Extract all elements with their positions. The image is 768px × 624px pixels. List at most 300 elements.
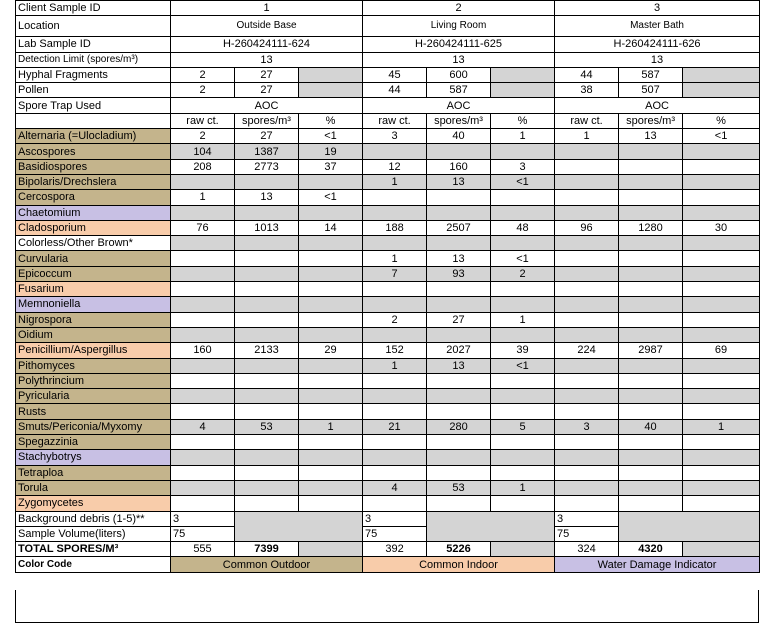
spore-value-cell — [683, 236, 760, 251]
spore-value-cell: 5 — [491, 419, 555, 434]
spore-value-cell — [555, 174, 619, 189]
spore-value-cell — [619, 389, 683, 404]
client-sample-id-row — [16, 1, 760, 16]
spore-row — [16, 419, 760, 434]
spore-value-cell: 188 — [363, 220, 427, 235]
spore-value-cell — [619, 480, 683, 495]
spore-row — [16, 435, 760, 450]
spore-value-cell — [555, 205, 619, 220]
shaded-cell — [683, 542, 760, 557]
spore-value-cell: 13 — [619, 129, 683, 144]
spore-value-cell — [171, 404, 235, 419]
spore-value-cell — [235, 496, 299, 511]
spore-value-cell — [235, 266, 299, 281]
spore-value-cell — [619, 236, 683, 251]
spore-value-cell — [363, 190, 427, 205]
spore-value-cell — [619, 373, 683, 388]
spore-row — [16, 389, 760, 404]
background-debris-label: Background debris (1-5)** — [16, 511, 171, 526]
sample-2-detection-limit: 13 — [363, 52, 555, 67]
spore-value-cell — [619, 450, 683, 465]
spore-row — [16, 358, 760, 373]
spore-value-cell — [683, 327, 760, 342]
spore-value-cell — [299, 480, 363, 495]
spore-value-cell — [427, 450, 491, 465]
spore-value-cell — [683, 358, 760, 373]
spore-value-cell: 104 — [171, 144, 235, 159]
spore-name: Polythrincium — [16, 373, 171, 388]
color-code-row — [16, 557, 760, 572]
spore-value-cell: 3 — [491, 159, 555, 174]
spore-value-cell — [235, 404, 299, 419]
spore-value-cell — [683, 373, 760, 388]
spore-value-cell: 37 — [299, 159, 363, 174]
background-debris-row — [16, 511, 760, 526]
spore-value-cell — [299, 236, 363, 251]
spore-value-cell — [171, 236, 235, 251]
spore-value-cell — [619, 327, 683, 342]
spore-value-cell — [619, 251, 683, 266]
spore-value-cell — [619, 404, 683, 419]
sample-2-debris: 3 — [363, 511, 427, 526]
spore-value-cell — [363, 450, 427, 465]
sample-2-pollen-spores: 587 — [427, 83, 491, 98]
sample-3-debris: 3 — [555, 511, 619, 526]
spore-value-cell: 1280 — [619, 220, 683, 235]
spore-row — [16, 373, 760, 388]
detection-limit-row — [16, 52, 760, 67]
sample-1-pollen-raw: 2 — [171, 83, 235, 98]
spore-value-cell — [555, 144, 619, 159]
spore-name: Cladosporium — [16, 220, 171, 235]
spore-value-cell — [491, 236, 555, 251]
spore-value-cell — [299, 205, 363, 220]
spore-value-cell — [491, 282, 555, 297]
spore-value-cell: 1 — [299, 419, 363, 434]
spore-value-cell — [683, 480, 760, 495]
spore-value-cell — [555, 480, 619, 495]
spore-value-cell: 1013 — [235, 220, 299, 235]
spore-value-cell — [171, 373, 235, 388]
sample-3-id: 3 — [555, 1, 760, 16]
spore-value-cell — [619, 174, 683, 189]
spore-value-cell: 2 — [171, 129, 235, 144]
spore-value-cell — [363, 282, 427, 297]
spore-value-cell — [363, 205, 427, 220]
sample-2-pollen-raw: 44 — [363, 83, 427, 98]
spore-value-cell — [683, 496, 760, 511]
sample-1-hyphal-raw: 2 — [171, 67, 235, 82]
spore-name: Cercospora — [16, 190, 171, 205]
spore-value-cell — [555, 312, 619, 327]
spore-value-cell — [171, 465, 235, 480]
spore-value-cell: 93 — [427, 266, 491, 281]
spore-value-cell — [299, 404, 363, 419]
spore-value-cell: 7 — [363, 266, 427, 281]
column-header-row — [16, 113, 760, 128]
spore-value-cell: 4 — [363, 480, 427, 495]
spore-name: Memnoniella — [16, 297, 171, 312]
spore-value-cell — [555, 496, 619, 511]
spore-value-cell — [171, 266, 235, 281]
spore-value-cell — [491, 389, 555, 404]
spore-name: Pithomyces — [16, 358, 171, 373]
sample-1-hyphal-spores: 27 — [235, 67, 299, 82]
spore-value-cell — [299, 496, 363, 511]
spore-value-cell — [683, 435, 760, 450]
spore-trap-row — [16, 98, 760, 113]
spore-value-cell — [171, 251, 235, 266]
spore-value-cell — [171, 312, 235, 327]
spore-rows — [16, 129, 760, 511]
spore-value-cell: 1387 — [235, 144, 299, 159]
spore-value-cell — [171, 205, 235, 220]
spore-value-cell — [235, 251, 299, 266]
spore-value-cell: 12 — [363, 159, 427, 174]
spores-m3-header: spores/m³ — [235, 113, 299, 128]
spore-row — [16, 205, 760, 220]
summary-rows — [16, 511, 760, 572]
sample-volume-label: Sample Volume(liters) — [16, 526, 171, 541]
spore-value-cell — [427, 190, 491, 205]
spore-name: Curvularia — [16, 251, 171, 266]
spore-value-cell: 21 — [363, 419, 427, 434]
spore-value-cell — [427, 404, 491, 419]
shaded-cell — [491, 83, 555, 98]
spore-value-cell — [555, 266, 619, 281]
spore-value-cell: 2773 — [235, 159, 299, 174]
shaded-cell — [299, 83, 363, 98]
spore-value-cell — [491, 205, 555, 220]
sample-2-location: Living Room — [363, 16, 555, 37]
spore-value-cell: 1 — [171, 190, 235, 205]
spore-value-cell — [299, 312, 363, 327]
color-code-label: Color Code — [16, 557, 171, 572]
spore-value-cell — [427, 282, 491, 297]
percent-header: % — [683, 113, 760, 128]
spore-value-cell: 280 — [427, 419, 491, 434]
spore-value-cell: 160 — [171, 343, 235, 358]
spore-name: Nigrospora — [16, 312, 171, 327]
spore-name: Tetraploa — [16, 465, 171, 480]
spore-value-cell — [427, 205, 491, 220]
spore-value-cell — [619, 435, 683, 450]
spore-row — [16, 343, 760, 358]
spore-analysis-table — [15, 0, 760, 573]
total-spores-label: TOTAL SPORES/M³ — [16, 542, 171, 557]
spore-value-cell — [171, 496, 235, 511]
spore-value-cell — [683, 389, 760, 404]
spore-value-cell — [363, 236, 427, 251]
spore-name: Pyricularia — [16, 389, 171, 404]
spore-value-cell: 1 — [491, 480, 555, 495]
spore-value-cell — [683, 312, 760, 327]
pollen-label: Pollen — [16, 83, 171, 98]
spore-value-cell — [235, 480, 299, 495]
spore-value-cell — [619, 266, 683, 281]
sample-3-hyphal-spores: 587 — [619, 67, 683, 82]
spore-name: Stachybotrys — [16, 450, 171, 465]
sample-1-total-spores: 7399 — [235, 542, 299, 557]
total-spores-row — [16, 542, 760, 557]
sample-3-location: Master Bath — [555, 16, 760, 37]
spore-value-cell: 2987 — [619, 343, 683, 358]
sample-3-hyphal-raw: 44 — [555, 67, 619, 82]
sample-3-total-spores: 4320 — [619, 542, 683, 557]
spore-value-cell — [555, 465, 619, 480]
spore-value-cell: 1 — [555, 129, 619, 144]
spore-value-cell: <1 — [491, 174, 555, 189]
spore-name: Basidiospores — [16, 159, 171, 174]
spore-name: Spegazzinia — [16, 435, 171, 450]
spore-value-cell: <1 — [491, 251, 555, 266]
spore-value-cell — [683, 159, 760, 174]
spore-row — [16, 312, 760, 327]
spore-value-cell: 48 — [491, 220, 555, 235]
spore-value-cell — [235, 282, 299, 297]
shaded-cell — [299, 542, 363, 557]
spore-name: Rusts — [16, 404, 171, 419]
spore-value-cell — [427, 297, 491, 312]
spore-value-cell — [683, 404, 760, 419]
spore-value-cell: 1 — [363, 174, 427, 189]
spore-value-cell — [555, 251, 619, 266]
spore-value-cell: 3 — [363, 129, 427, 144]
spore-row — [16, 144, 760, 159]
spores-m3-header: spores/m³ — [619, 113, 683, 128]
spore-value-cell — [299, 327, 363, 342]
spore-value-cell — [299, 465, 363, 480]
spore-value-cell: <1 — [299, 129, 363, 144]
spore-value-cell — [235, 450, 299, 465]
spore-name: Chaetomium — [16, 205, 171, 220]
spore-value-cell — [235, 389, 299, 404]
spore-value-cell: 19 — [299, 144, 363, 159]
spore-row — [16, 282, 760, 297]
spore-value-cell — [427, 144, 491, 159]
spore-row — [16, 266, 760, 281]
spore-value-cell: 3 — [555, 419, 619, 434]
spore-row — [16, 404, 760, 419]
spore-value-cell — [299, 450, 363, 465]
sample-2-hyphal-raw: 45 — [363, 67, 427, 82]
spore-value-cell — [299, 297, 363, 312]
shaded-cell — [491, 67, 555, 82]
spore-value-cell — [683, 190, 760, 205]
spore-value-cell: <1 — [299, 190, 363, 205]
spore-value-cell: 69 — [683, 343, 760, 358]
spore-value-cell — [555, 159, 619, 174]
spore-trap-label: Spore Trap Used — [16, 98, 171, 113]
spore-value-cell — [427, 373, 491, 388]
sample-1-location: Outside Base — [171, 16, 363, 37]
notes-box — [15, 590, 759, 623]
spore-value-cell — [491, 327, 555, 342]
spore-value-cell — [491, 373, 555, 388]
spore-value-cell — [299, 373, 363, 388]
spore-value-cell: 13 — [427, 251, 491, 266]
location-label: Location — [16, 16, 171, 37]
spore-row — [16, 327, 760, 342]
table-body — [16, 1, 760, 129]
shaded-cell — [427, 511, 555, 542]
spore-value-cell — [619, 144, 683, 159]
spore-value-cell — [171, 282, 235, 297]
spore-value-cell: 1 — [491, 129, 555, 144]
spore-value-cell — [363, 465, 427, 480]
spore-value-cell — [235, 465, 299, 480]
sample-3-volume: 75 — [555, 526, 619, 541]
sample-3-trap: AOC — [555, 98, 760, 113]
pollen-row — [16, 83, 760, 98]
spore-name: Fusarium — [16, 282, 171, 297]
spore-value-cell: 13 — [427, 358, 491, 373]
spore-value-cell — [555, 327, 619, 342]
spore-value-cell — [299, 435, 363, 450]
spore-value-cell — [555, 297, 619, 312]
lab-sample-id-label: Lab Sample ID — [16, 37, 171, 52]
empty-header-cell — [16, 113, 171, 128]
spore-value-cell — [171, 327, 235, 342]
spore-name: Colorless/Other Brown* — [16, 236, 171, 251]
sample-2-total-spores: 5226 — [427, 542, 491, 557]
spore-value-cell — [235, 312, 299, 327]
spore-value-cell — [491, 450, 555, 465]
spore-name: Penicillium/Aspergillus — [16, 343, 171, 358]
spore-value-cell: 53 — [427, 480, 491, 495]
legend-common-outdoor: Common Outdoor — [171, 557, 363, 572]
sample-3-pollen-spores: 507 — [619, 83, 683, 98]
sample-1-total-raw: 555 — [171, 542, 235, 557]
spore-value-cell: 27 — [235, 129, 299, 144]
spore-value-cell — [683, 251, 760, 266]
spore-value-cell — [683, 465, 760, 480]
spore-value-cell — [363, 404, 427, 419]
spore-value-cell — [363, 144, 427, 159]
spore-value-cell: 39 — [491, 343, 555, 358]
sample-1-id: 1 — [171, 1, 363, 16]
spore-row — [16, 480, 760, 495]
sample-2-lab-id: H-260424111-625 — [363, 37, 555, 52]
spore-value-cell — [491, 190, 555, 205]
spore-value-cell — [491, 435, 555, 450]
spore-value-cell — [235, 205, 299, 220]
spore-row — [16, 465, 760, 480]
spore-name: Alternaria (=Ulocladium) — [16, 129, 171, 144]
spore-value-cell: 2027 — [427, 343, 491, 358]
spore-value-cell — [619, 205, 683, 220]
spore-value-cell — [363, 373, 427, 388]
spore-value-cell — [299, 251, 363, 266]
spore-value-cell: 40 — [619, 419, 683, 434]
raw-ct-header: raw ct. — [363, 113, 427, 128]
spore-value-cell — [555, 358, 619, 373]
sample-3-total-raw: 324 — [555, 542, 619, 557]
spore-value-cell — [491, 144, 555, 159]
spore-value-cell — [363, 327, 427, 342]
shaded-cell — [235, 511, 363, 542]
spore-value-cell: 13 — [427, 174, 491, 189]
spore-value-cell — [363, 435, 427, 450]
spore-value-cell — [555, 389, 619, 404]
legend-common-indoor: Common Indoor — [363, 557, 555, 572]
spore-value-cell — [619, 358, 683, 373]
hyphal-fragments-row — [16, 67, 760, 82]
spore-row — [16, 496, 760, 511]
sample-1-lab-id: H-260424111-624 — [171, 37, 363, 52]
spore-row — [16, 450, 760, 465]
sample-2-id: 2 — [363, 1, 555, 16]
sample-2-volume: 75 — [363, 526, 427, 541]
spore-value-cell — [171, 358, 235, 373]
shaded-cell — [299, 67, 363, 82]
sample-1-pollen-spores: 27 — [235, 83, 299, 98]
spore-value-cell — [491, 496, 555, 511]
spore-value-cell — [235, 174, 299, 189]
spore-value-cell — [619, 190, 683, 205]
spore-row — [16, 174, 760, 189]
spore-value-cell — [619, 496, 683, 511]
spore-value-cell: 1 — [683, 419, 760, 434]
spore-value-cell — [235, 297, 299, 312]
spore-value-cell: 40 — [427, 129, 491, 144]
raw-ct-header: raw ct. — [171, 113, 235, 128]
spore-value-cell: 96 — [555, 220, 619, 235]
spore-value-cell: 1 — [363, 251, 427, 266]
spore-value-cell: 27 — [427, 312, 491, 327]
percent-header: % — [299, 113, 363, 128]
spore-value-cell — [683, 297, 760, 312]
spores-m3-header: spores/m³ — [427, 113, 491, 128]
sample-2-total-raw: 392 — [363, 542, 427, 557]
spore-value-cell — [299, 389, 363, 404]
spore-value-cell — [171, 435, 235, 450]
spore-row — [16, 159, 760, 174]
spore-name: Oidium — [16, 327, 171, 342]
spore-value-cell — [619, 297, 683, 312]
spore-value-cell — [171, 450, 235, 465]
percent-header: % — [491, 113, 555, 128]
spore-value-cell: 1 — [363, 358, 427, 373]
spore-value-cell — [491, 297, 555, 312]
spore-value-cell — [683, 174, 760, 189]
spore-value-cell — [363, 297, 427, 312]
sample-1-volume: 75 — [171, 526, 235, 541]
spore-value-cell — [491, 404, 555, 419]
spore-value-cell: 76 — [171, 220, 235, 235]
spore-row — [16, 236, 760, 251]
spore-value-cell: 2507 — [427, 220, 491, 235]
spore-name: Torula — [16, 480, 171, 495]
spore-value-cell — [683, 144, 760, 159]
spore-value-cell — [619, 282, 683, 297]
spore-value-cell — [427, 236, 491, 251]
spore-value-cell — [299, 174, 363, 189]
spore-name: Epicoccum — [16, 266, 171, 281]
spore-value-cell: <1 — [683, 129, 760, 144]
spore-value-cell: 1 — [491, 312, 555, 327]
spore-value-cell — [299, 266, 363, 281]
spore-value-cell — [235, 327, 299, 342]
spore-value-cell — [427, 389, 491, 404]
sample-2-trap: AOC — [363, 98, 555, 113]
spore-value-cell — [235, 358, 299, 373]
spore-row — [16, 297, 760, 312]
shaded-cell — [619, 511, 760, 542]
spore-value-cell — [555, 404, 619, 419]
spore-value-cell: 2 — [491, 266, 555, 281]
spore-value-cell — [555, 373, 619, 388]
